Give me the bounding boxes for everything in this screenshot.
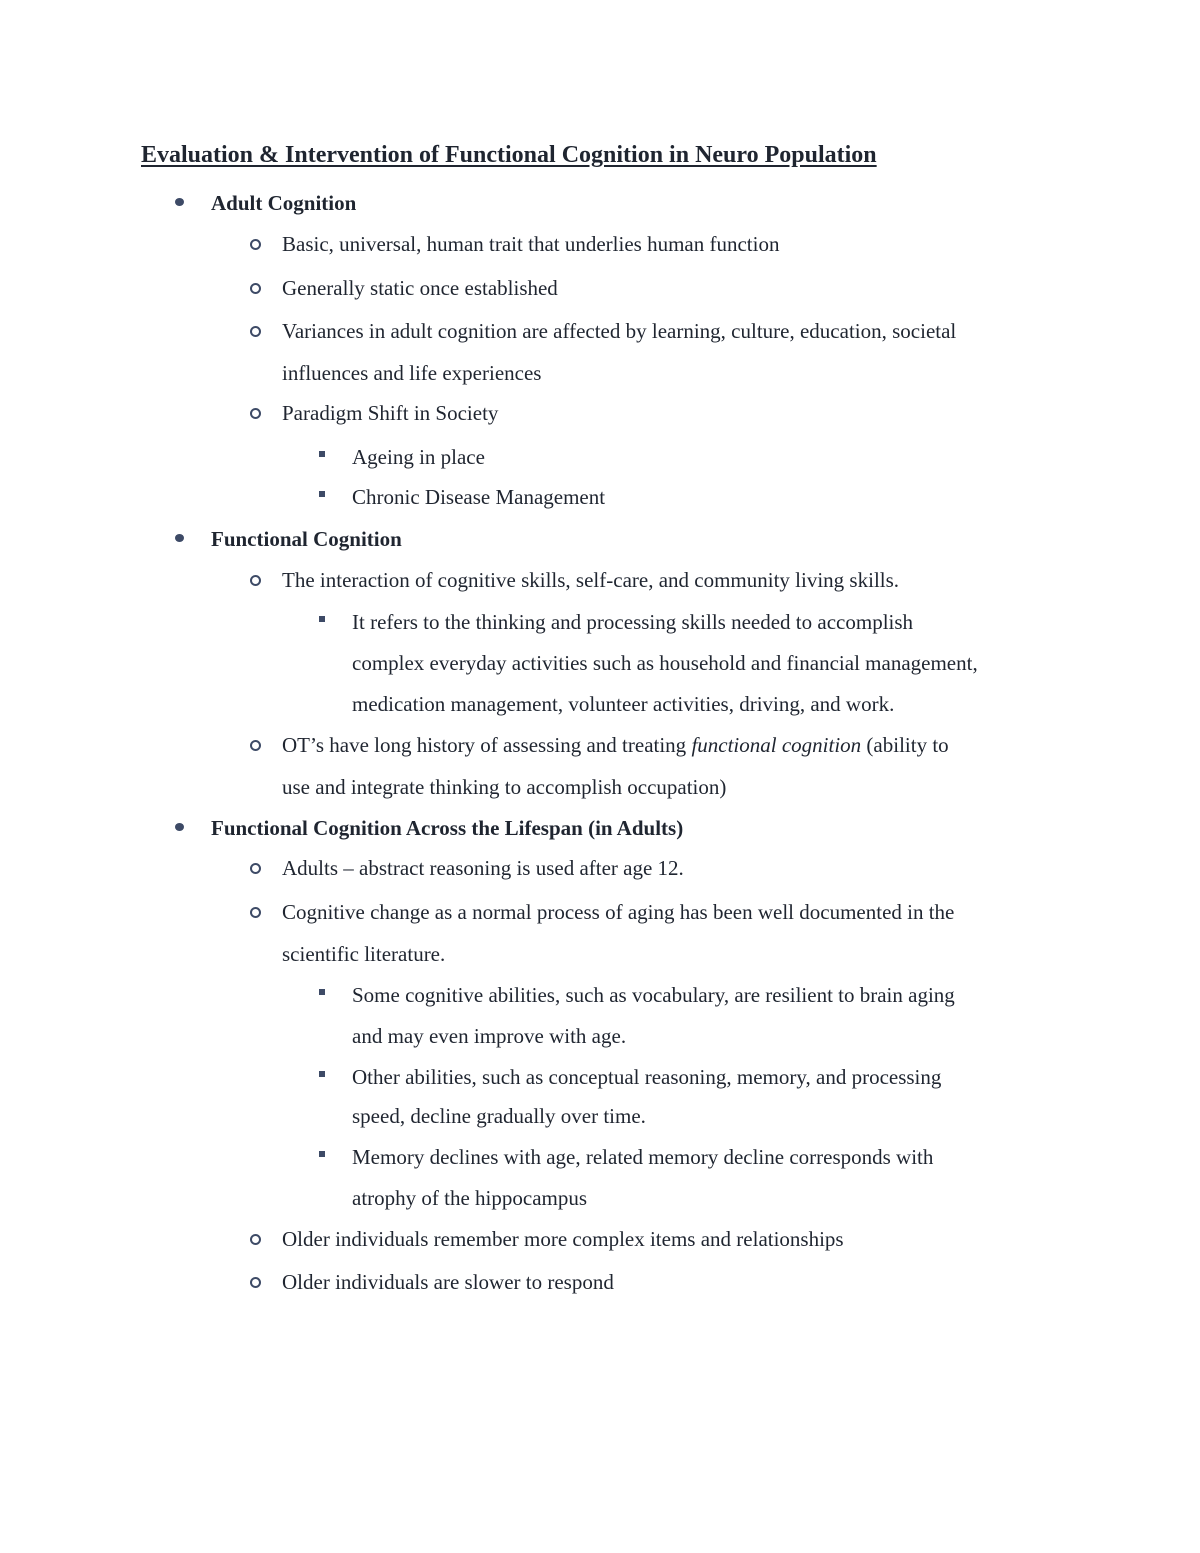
bullet-ring-icon [250,740,261,751]
bullet-dot-icon [175,823,184,831]
bullet-ring-icon [250,326,261,337]
list-item-continuation: complex everyday activities such as household and financial management, [352,651,978,675]
list-item: Some cognitive abilities, such as vocabulary, are resilient to brain aging [352,983,955,1007]
bullet-square-icon [319,491,325,497]
list-item-text: (ability to [866,733,949,757]
list-item: Variances in adult cognition are affected by learning, culture, education, societal [282,319,957,343]
bullet-dot-icon [175,534,184,542]
list-item: Ageing in place [352,445,485,469]
list-item-continuation: scientific literature. [282,942,446,966]
list-item: Cognitive change as a normal process of aging has been well documented in the [282,900,955,924]
list-item-text: OT’s have long history of assessing and treating [282,733,687,757]
bullet-ring-icon [250,863,261,874]
list-item: Paradigm Shift in Society [282,401,499,425]
bullet-square-icon [319,616,325,622]
list-item: Chronic Disease Management [352,485,606,509]
bullet-square-icon [319,451,325,457]
list-item: Adults – abstract reasoning is used after age 12. [282,856,684,880]
bullet-ring-icon [250,408,261,419]
bullet-ring-icon [250,283,261,294]
bullet-square-icon [319,1071,325,1077]
list-item-continuation: use and integrate thinking to accomplish occupation) [282,775,727,799]
list-item-continuation: medication management, volunteer activities, driving, and work. [352,692,895,716]
list-item: It refers to the thinking and processing skills needed to accomplish [352,610,914,634]
list-item: Older individuals remember more complex items and relationships [282,1227,844,1251]
list-item [282,731,949,759]
list-item-continuation: influences and life experiences [282,361,542,385]
list-item-continuation: atrophy of the hippocampus [352,1186,588,1210]
emphasized-term: functional cognition [691,733,862,757]
list-item: Memory declines with age, related memory decline corresponds with [352,1145,934,1169]
list-item: Generally static once established [282,276,558,300]
list-item-continuation: speed, decline gradually over time. [352,1104,646,1128]
list-item: Older individuals are slower to respond [282,1270,614,1294]
bullet-ring-icon [250,907,261,918]
list-item: Other abilities, such as conceptual reasoning, memory, and processing [352,1065,942,1089]
list-item: The interaction of cognitive skills, self-care, and community living skills. [282,568,900,592]
list-item-continuation: and may even improve with age. [352,1024,627,1048]
bullet-square-icon [319,989,325,995]
bullet-ring-icon [250,1234,261,1245]
bullet-ring-icon [250,575,261,586]
bullet-ring-icon [250,1277,261,1288]
document-title: Evaluation & Intervention of Functional Cognition in Neuro Population [141,142,877,168]
section-heading-lifespan: Functional Cognition Across the Lifespan (in Adults) [211,816,684,840]
bullet-dot-icon [175,198,184,206]
bullet-square-icon [319,1151,325,1157]
section-heading-functional-cognition: Functional Cognition [211,527,402,551]
bullet-ring-icon [250,239,261,250]
list-item: Basic, universal, human trait that underlies human function [282,232,780,256]
section-heading-adult-cognition: Adult Cognition [211,191,357,215]
